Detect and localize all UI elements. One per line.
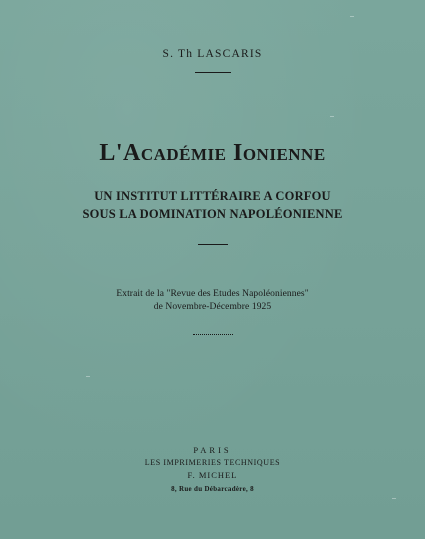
extract-divider	[193, 334, 233, 335]
subtitle-line-2: SOUS LA DOMINATION NAPOLÉONIENNE	[82, 207, 343, 221]
book-title: L'Académie Ionienne	[99, 140, 326, 166]
paper-speck	[350, 16, 354, 17]
paper-speck	[392, 498, 396, 499]
author-divider	[195, 72, 231, 73]
paper-speck	[86, 376, 90, 377]
publisher-owner: F. MICHEL	[187, 470, 238, 480]
extract-note-line-2: de Novembre-Décembre 1925	[153, 302, 272, 312]
subtitle-line-1: UN INSTITUT LITTÉRAIRE A CORFOU	[94, 189, 331, 203]
author-name: S. Th LASCARIS	[162, 48, 263, 60]
publication-city: PARIS	[193, 445, 232, 455]
publisher-name: LES IMPRIMERIES TECHNIQUES	[144, 458, 281, 467]
title-divider	[198, 244, 228, 245]
paper-speck	[330, 116, 334, 117]
extract-note-line-1: Extrait de la "Revue des Etudes Napoléoniennes"	[116, 289, 309, 299]
publisher-address: 8, Rue du Débarcadère, 8	[171, 485, 254, 493]
